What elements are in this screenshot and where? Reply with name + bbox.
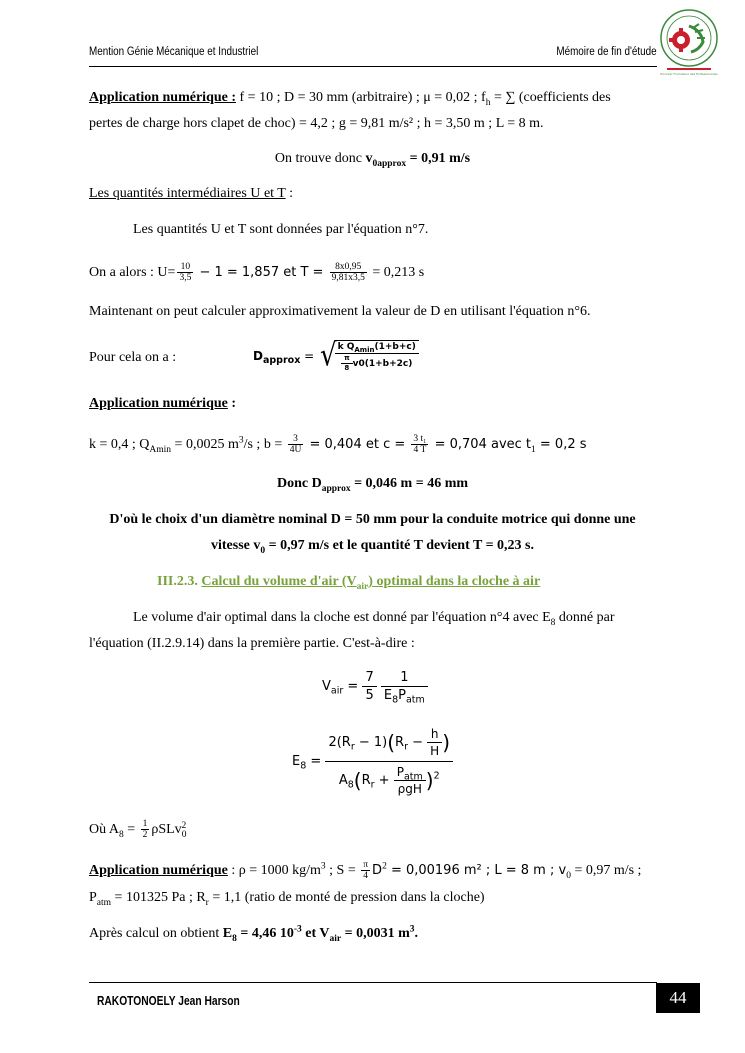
choix-line1: D'où le choix d'un diamètre nominal D = 50 mm pour la conduite motrice qui donne une — [109, 512, 636, 527]
university-seal-icon — [659, 8, 719, 80]
ou-a8-line: Où $A_8$ = $\frac{1}{2}$ ρSLv$_0^2$ — [89, 819, 187, 841]
donc-dapprox: Donc $D_{approx} = 0,046$ m = 46 mm — [276, 476, 469, 494]
dapprox-formula: $D_{approx}$ = √ k $Q_{Amin}(1+b+c)$ $\frac{\pi}{8}$ v0(1+b+2c) — [253, 340, 419, 372]
maintenant-text: Maintenant on peut calculer approximativement la valeur de D en utilisant l'équation n°6. — [89, 304, 591, 319]
app1-line2: pertes de charge hors clapet de choc) = 4,2 ; g = 9,81 m/s² ; h = 3,50 m ; L = 8 m. — [89, 116, 544, 131]
k-q-b-c-line: k = 0,4 ; $Q_{Amin} = 0,0025$ $m^3/s$ ; b = $\frac{3}{4U}$ = 0,404 et c = $\frac{\text{3 t₁}}{4 T}$ = 0,704 avec $t_1 = 0,2$ s — [89, 434, 587, 456]
on-a-alors-line: On a alors : U= $\frac{10}{3,5}$ − 1 = 1,857 et T = $\frac{8x0,95}{9,81x3,5}$ = 0,213 s — [89, 262, 425, 283]
e8-formula: $E_8$ = $2(R_r - 1)(R_r$ − $\frac{h}{H}$ ) $A_8(R_r$ + $P_{atm}$ ρgH )$^2$ — [292, 727, 453, 796]
footer-author: RAKOTONOELY Jean Harson — [97, 994, 240, 1008]
ut-heading: Les quantités intermédiaires U et T : — [89, 186, 293, 201]
volume-line1: Le volume d'air optimal dans la cloche est donné par l'équation n°4 avec $E_8$ donné par — [133, 610, 615, 628]
app3-line2: $P_{atm} = 101325$ Pa ; $R_r = 1,1$ (ratio de monté de pression dans la cloche) — [89, 890, 485, 908]
volume-line2: l'équation (II.2.9.14) dans la première partie. C'est-à-dire : — [89, 636, 415, 651]
page-number: 44 — [656, 983, 700, 1013]
logo-text: Pionnier Formateur des Professionnels — [660, 72, 718, 76]
section-heading: III.2.3. Calcul du volume d'air $(V_{air})$ optimal dans la cloche à air — [157, 574, 541, 592]
header-right-text: Mémoire de fin d'étude — [556, 46, 657, 58]
apres-calcul-line: Après calcul on obtient $E_8 = 4,46$ $10^{-3}$ et $V_{air} = 0,0031$ $m^3$. — [89, 924, 418, 944]
pour-cela-text: Pour cela on a : — [89, 350, 177, 365]
ut-text: Les quantités U et T sont données par l'équation n°7. — [133, 222, 429, 237]
app1-line1: Application numérique : f = 10 ; D = 30 mm (arbitraire) ; μ = 0,02 ; $f_h$ = ∑ (coefficients des — [89, 90, 611, 108]
vair-formula: $V_{air}$ = $\frac{7}{5}$ 1 $E_8P_{atm}$ — [322, 670, 428, 703]
header-divider — [89, 66, 657, 67]
choix-line2: vitesse $v_0 = 0,97$ m/s et le quantité T devient T = 0,23 s. — [210, 538, 535, 556]
header-left-text: Mention Génie Mécanique et Industriel — [89, 46, 259, 58]
result-v0approx: On trouve donc $v_{0approx} = 0,91$ m/s — [274, 151, 471, 169]
app3-line1: Application numérique : ρ = 1000 $kg/m^3$ ; S = $\frac{\pi}{4}$ $D^2 = 0,00196$ m² ; L = 8 m ; $v_0 = 0,97$ m/s ; — [89, 860, 642, 882]
app2-heading: Application numérique : — [89, 396, 237, 411]
footer-divider — [89, 982, 657, 983]
